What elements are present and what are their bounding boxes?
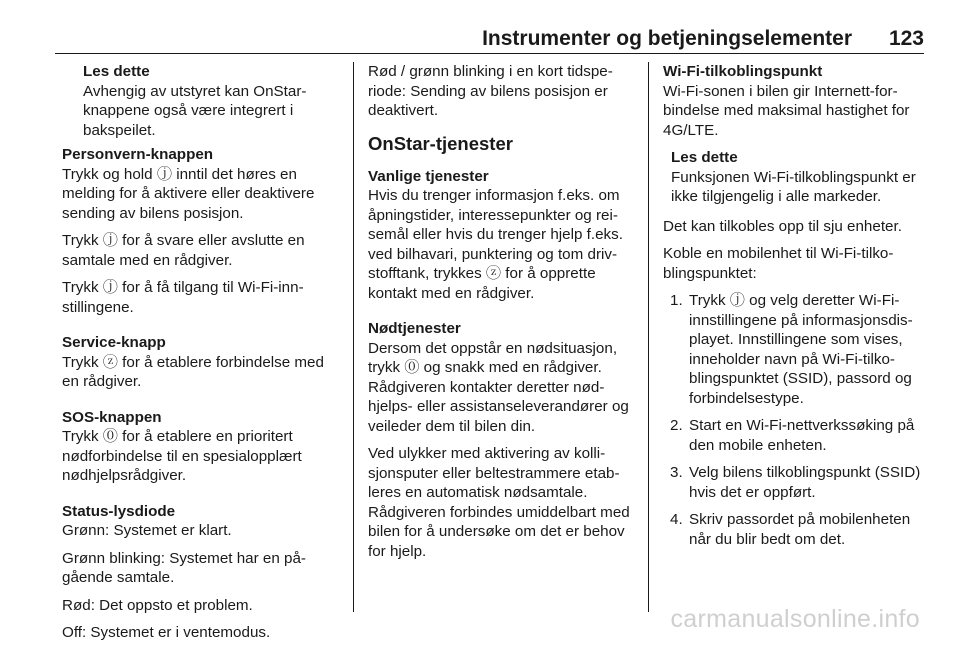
service-button-section: [62, 333, 344, 392]
privacy-button-section: [62, 145, 344, 317]
paragraph: Grønn blinking: Systemet har en pågående samtale.: [62, 549, 306, 586]
page-header: [0, 0, 960, 56]
section-title: Vanlige tjenester: [368, 167, 489, 185]
paragraph: Koble en mobilenhet til Wi-Fi-tilkoblingspunktet:: [663, 245, 894, 282]
paragraph: Wi-Fi-sonen i bilen gir Internett-forbindelse med maksimal hastighet for 4G/LTE.: [663, 82, 910, 139]
section-title: Status-lysdiode: [62, 502, 176, 520]
page-title: Instrumenter og betjeningselementer: [482, 27, 852, 50]
step-text: Trykk ⓙ og velg deretter Wi-Fi-innstillingene på informasjonsdisplayet. Innstillingene som vises, inneholder navn på Wi-Fi-tilkoblingspunktet (SSID), passord og forbindelsestype.: [689, 292, 913, 407]
common-services-section: [368, 167, 636, 304]
section-title: Personvern-knappen: [62, 146, 214, 163]
column-divider: [353, 62, 354, 612]
steps-list: [663, 291, 929, 549]
section-title: Wi-Fi-tilkoblingspunkt: [663, 63, 823, 80]
paragraph: Dersom det oppstår en nødsituasjon, trykk ⓪ og snakk med en rådgiver. Rådgiveren kontakter deretter nødhjelps- eller assistanseleverandører og veileder dem til bilen din.: [368, 339, 629, 435]
note-title: Les dette: [83, 63, 150, 80]
page-number: 123: [888, 27, 924, 50]
note-box: [62, 62, 344, 140]
sos-button-section: [62, 408, 344, 486]
paragraph: Hvis du trenger informasjon f.eks. om åpningstider, interessepunkter og reisemål eller hvis du trenger hjelp f.eks. ved bilhavari, punktering og tom drivstofftank, trykkes ⓩ for å opprette kontakt med en rådgiver.: [368, 187, 623, 302]
paragraph: Grønn: Systemet er klart.: [62, 522, 232, 539]
section-title: Service-knapp: [62, 334, 166, 351]
paragraph: Ved ulykker med aktivering av kollisjonsputer eller beltestrammere etableres en automatisk nødsamtale. Rådgiveren forbindes umiddelbart med bilen for å undersøke om det er behov for hjelp.: [368, 445, 630, 560]
emergency-services-section: [368, 319, 636, 561]
paragraph: Off: Systemet er i ventemodus.: [62, 624, 271, 641]
step-number: 2.: [670, 417, 683, 434]
column-left: [62, 62, 344, 659]
column-right: [663, 62, 929, 557]
list-item: [663, 291, 929, 408]
note-title: Les dette: [671, 149, 738, 166]
paragraph: Trykk ⓙ for å få tilgang til Wi-Fi-innstillingene.: [62, 279, 304, 316]
paragraph: Trykk ⓩ for å etablere forbindelse med en rådgiver.: [62, 353, 324, 390]
column-divider: [648, 62, 649, 612]
paragraph: Trykk og hold ⓙ inntil det høres en melding for å aktivere eller deaktivere sending av bilens posisjon.: [62, 165, 315, 222]
paragraph: Rød / grønn blinking i en kort tidsperiode: Sending av bilens posisjon er deaktivert.: [368, 63, 613, 119]
status-led-section: [62, 502, 344, 643]
step-text: Skriv passordet på mobilenheten når du blir bedt om det.: [689, 511, 911, 548]
list-item: [663, 510, 929, 549]
paragraph: Trykk ⓙ for å svare eller avslutte en samtale med en rådgiver.: [62, 232, 305, 269]
step-number: 1.: [670, 292, 683, 309]
step-text: Start en Wi-Fi-nettverkssøking på den mobile enheten.: [689, 417, 915, 454]
paragraph: Det kan tilkobles opp til sju enheter.: [663, 217, 902, 235]
section-heading: OnStar-tjenester: [368, 132, 513, 154]
step-number: 4.: [670, 511, 683, 528]
section-title: SOS-knappen: [62, 408, 162, 426]
paragraph: Rød: Det oppsto et problem.: [62, 596, 253, 614]
step-number: 3.: [670, 464, 683, 481]
note-text: Avhengig av utstyret kan OnStar-knappene også være integrert i bakspeilet.: [83, 82, 307, 139]
list-item: [663, 416, 929, 455]
header-divider: [55, 53, 924, 54]
wifi-hotspot-section: [663, 62, 929, 140]
watermark-logo: carmanualsonline.info: [670, 605, 920, 633]
section-title: Nødtjenester: [368, 320, 461, 337]
note-box: [663, 148, 929, 207]
paragraph: Trykk ⓪ for å etablere en prioritert nødforbindelse til en spesialopplært nødhjelpsrådgiver.: [62, 428, 302, 484]
list-item: [663, 463, 929, 502]
step-text: Velg bilens tilkoblingspunkt (SSID) hvis det er oppført.: [689, 464, 921, 501]
note-text: Funksjonen Wi-Fi-tilkoblingspunkt er ikke tilgjengelig i alle markeder.: [671, 168, 916, 205]
column-middle: [368, 62, 636, 577]
